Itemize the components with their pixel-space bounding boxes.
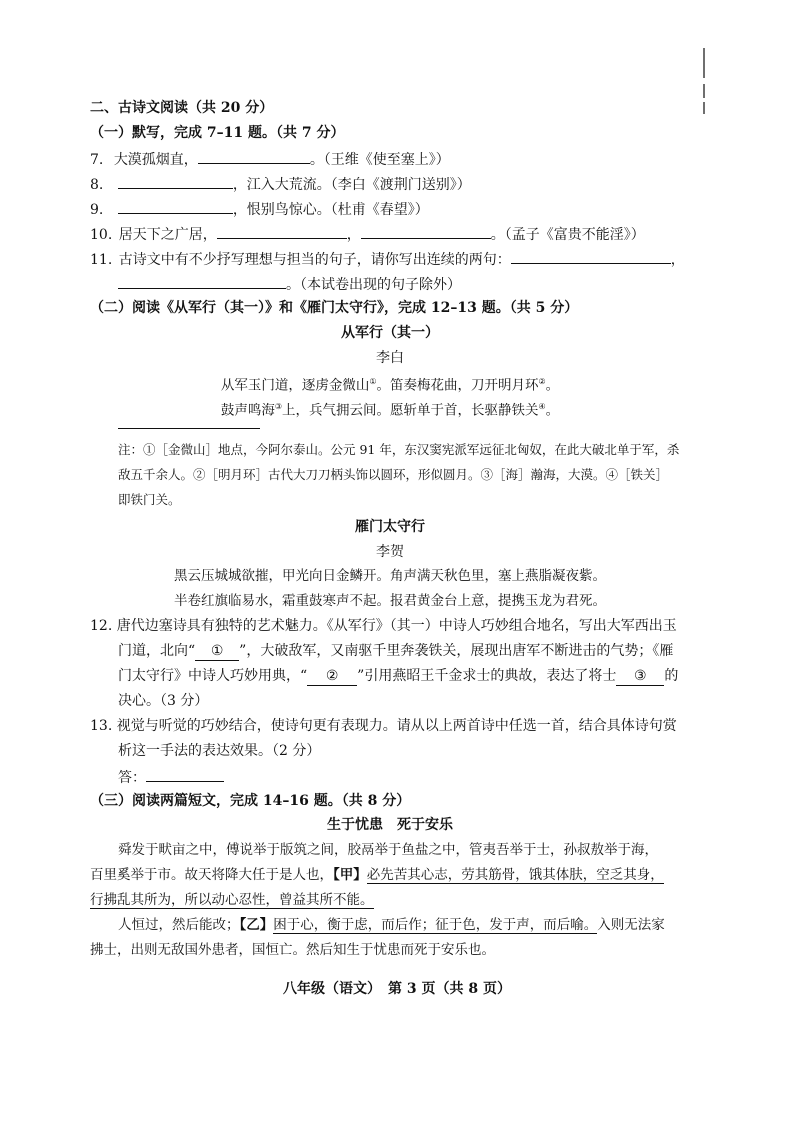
note-mark: ① [369, 377, 377, 386]
q-text: ， [346, 227, 361, 243]
notes-divider [118, 428, 260, 429]
essay-paragraph: 拂士，出则无敌国外患者，国恒亡。然后知生于忧患而死于安乐也。 [90, 942, 495, 958]
question-9 [90, 199, 690, 219]
underlined-passage-jia: 必先苦其心志，劳其筋骨，饿其体肤，空乏其身， [366, 867, 664, 883]
answer-blank[interactable] [146, 767, 224, 782]
poem-text: 。 [545, 377, 560, 394]
q-text: 古诗文中有不少抒写理想与担当的句子，请你写出连续的两句： [118, 252, 511, 268]
answer-blank[interactable]: ② [307, 667, 357, 686]
q-text: 门道，北向“ [118, 643, 196, 659]
q-num: 13. [90, 718, 113, 734]
answer-blank[interactable] [511, 249, 671, 264]
question-11-cont [118, 274, 718, 294]
answer-blank[interactable] [361, 224, 491, 239]
poem1-author: 李白 [376, 350, 404, 366]
q-text: ， [670, 252, 685, 268]
q-num: 8. [90, 177, 104, 193]
q-source: 。（孟子《富贵不能淫》） [490, 227, 645, 243]
q-text: 的 [664, 668, 679, 684]
note-mark: ③ [274, 402, 282, 411]
q-num: 10. [90, 227, 113, 243]
answer-blank[interactable] [198, 149, 310, 164]
q-num: 7. [90, 152, 104, 168]
essay-paragraph: 舜发于畎亩之中，傅说举于版筑之间，胶鬲举于鱼盐之中，管夷吾举于士，孙叔敖举于海， [118, 842, 658, 858]
poem1-line1 [90, 373, 690, 395]
part3-title: （三）阅读两篇短文，完成 14–16 题。（共 8 分） [90, 793, 411, 809]
question-12-line3 [118, 667, 688, 686]
note-line: 即铁门关。 [118, 492, 181, 507]
answer-blank[interactable]: ① [195, 642, 239, 661]
answer-blank[interactable] [118, 199, 233, 214]
q-text: 居天下之广居， [118, 227, 217, 243]
question-12-line4: 决心。（3 分） [118, 693, 209, 709]
q-text: 视觉与听觉的巧妙结合，使诗句更有表现力。请从以上两首诗中任选一首，结合具体诗句赏 [116, 718, 677, 734]
q-text: 。（本试卷出现的句子除外） [286, 277, 461, 293]
q-text: ，恨别鸟惊心。（杜甫《春望》） [232, 202, 429, 218]
essay-title: 生于忧患 死于安乐 [327, 817, 453, 833]
question-11 [90, 249, 690, 269]
poem1-title: 从军行（其一） [341, 325, 439, 341]
scan-mark [703, 102, 705, 114]
page-footer: 八年级（语文） 第 3 页（共 8 页） [283, 981, 511, 997]
question-10 [90, 224, 690, 244]
answer-blank[interactable] [217, 224, 347, 239]
question-12-line2 [118, 642, 688, 661]
note-mark: ② [538, 377, 546, 386]
answer-blank[interactable] [118, 274, 286, 289]
underlined-passage-jia: 行拂乱其所为，所以动心忍性，曾益其所不能。 [90, 892, 374, 908]
essay-text: 人恒过，然后能改； [118, 917, 240, 933]
section-title: 二、古诗文阅读（共 20 分） [90, 100, 274, 116]
essay-paragraph [90, 866, 690, 884]
q-text: 唐代边塞诗具有独特的艺术魅力。《从军行》（其一）中诗人巧妙组合地名，写出大军西出玉 [116, 618, 677, 634]
poem-text: 鼓声鸣海 [220, 402, 275, 419]
poem2-line1: 黑云压城城欲摧，甲光向日金鳞开。角声满天秋色里，塞上燕脂凝夜紫。 [174, 568, 606, 584]
q-text: ”引用燕昭王千金求士的典故，表达了将士 [357, 668, 617, 684]
note-line: 注：①［金微山］地点，今阿尔泰山。公元 91 年，东汉窦宪派军远征北匈奴，在此大破北单于军，杀 [118, 442, 680, 457]
part1-title: （一）默写，完成 7–11 题。（共 7 分） [90, 125, 345, 141]
question-12 [90, 617, 690, 635]
q-text: 门太守行》中诗人巧妙用典，“ [118, 668, 308, 684]
poem-text: 从军玉门道，逐虏金微山 [220, 377, 370, 394]
q-num: 9. [90, 202, 104, 218]
part2-title: （二）阅读《从军行（其一）》和《雁门太守行》，完成 12–13 题。（共 5 分） [90, 300, 579, 316]
q-num: 12. [90, 618, 113, 634]
essay-paragraph [90, 891, 690, 909]
poem2-line2: 半卷红旗临易水，霜重鼓寒声不起。报君黄金台上意，提携玉龙为君死。 [174, 593, 606, 609]
answer-blank[interactable] [118, 174, 233, 189]
poem-text: 。 [545, 402, 560, 419]
poem-text: 上，兵气拥云间。愿斩单于首，长驱静铁关 [282, 402, 539, 419]
marker-jia: 【甲】 [333, 867, 367, 883]
question-8 [90, 174, 690, 194]
poem-text: 。笛奏梅花曲，刀开明月环 [376, 377, 539, 394]
q-text: ，江入大荒流。（李白《渡荆门送别》） [232, 177, 471, 193]
poem2-author: 李贺 [376, 544, 404, 560]
q-text: ”，大破敌军，又南驱千里奔袭铁关，展现出唐军不断进击的气势；《雁 [239, 643, 674, 659]
q-source: 。（王维《使至塞上》） [309, 152, 450, 168]
underlined-passage-yi: 困于心，衡于虑，而后作；征于色，发于声，而后喻。 [273, 917, 598, 933]
question-7 [90, 149, 690, 169]
essay-paragraph [118, 916, 718, 934]
q-text: 大漠孤烟直， [113, 152, 198, 168]
essay-text: 百里奚举于市。故天将降大任于是人也， [90, 867, 333, 883]
essay-text: 入则无法家 [597, 917, 665, 933]
q-num: 11. [90, 252, 113, 268]
question-13-answer [118, 767, 718, 787]
poem2-title: 雁门太守行 [355, 519, 425, 535]
question-13-line2: 析这一手法的表达效果。（2 分） [118, 743, 321, 759]
question-13 [90, 717, 690, 735]
answer-blank[interactable]: ③ [616, 667, 664, 686]
note-line: 敌五千余人。②［明月环］古代大刀刀柄头饰以圆环，形似圆月。③［海］瀚海，大漠。④［铁关］ [118, 467, 669, 482]
marker-yi: 【乙】 [239, 917, 274, 933]
scan-mark [703, 84, 705, 98]
note-mark: ④ [538, 402, 546, 411]
scan-mark [703, 48, 705, 78]
answer-label: 答： [118, 770, 146, 786]
poem1-line2 [90, 398, 690, 420]
